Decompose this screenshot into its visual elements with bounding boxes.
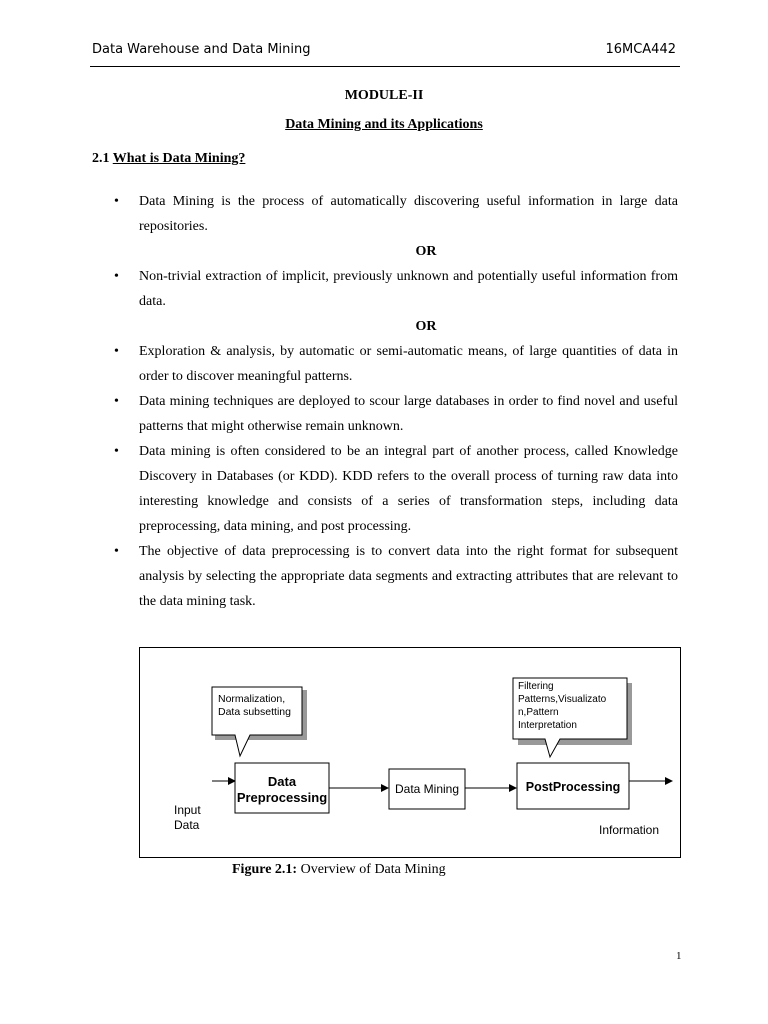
figure-caption-text: Overview of Data Mining: [297, 862, 446, 877]
section-heading: [92, 151, 245, 167]
list-item: [114, 539, 678, 614]
box-mining-label: Data Mining: [394, 782, 460, 796]
bullet-text: The objective of data preprocessing is to convert data into the right format for subsequent analysis by selecting the appropriate data segments and extracting attributes that are relevant to the data mining task.: [139, 544, 678, 609]
input-label-line-2: Data: [174, 818, 200, 832]
callout-postprocessing: [513, 678, 632, 757]
or-separator: OR: [415, 319, 437, 334]
header-course-code: 16MCA442: [605, 42, 676, 57]
bullet-icon: •: [114, 194, 119, 209]
callout-right-line-2: Patterns,Visualizato: [518, 694, 607, 705]
header-course-title: Data Warehouse and Data Mining: [92, 42, 311, 57]
callout-left-line-1: Normalization,: [218, 693, 286, 705]
callout-right-line-1: Filtering: [518, 681, 554, 692]
callout-right-line-4: Interpretation: [518, 720, 577, 731]
list-item: [114, 339, 678, 389]
diagram-canvas: [140, 648, 680, 857]
list-item: [114, 189, 678, 239]
input-label-line-1: Input: [174, 803, 201, 817]
bullet-text: Exploration & analysis, by automatic or semi-automatic means, of large quantities of data in order to discover meaningful patterns.: [139, 344, 678, 384]
bullet-text: Data mining is often considered to be an integral part of another process, called Knowledge Discovery in Databases (or KDD). KDD refers to the overall process of turning raw data into interesting knowledge and consists of a series of transformation steps, including data preprocessing, data mining, and post processing.: [139, 444, 678, 534]
box-post-label: PostProcessing: [525, 780, 621, 794]
callout-left-line-2: Data subsetting: [218, 706, 291, 718]
callout-right-line-3: n,Pattern: [518, 707, 559, 718]
bullet-icon: •: [114, 544, 119, 559]
figure-caption: [232, 862, 446, 878]
bullet-list: [114, 264, 678, 314]
section-number: 2.1: [92, 151, 113, 166]
box-preprocessing-line-2: Preprocessing: [236, 790, 328, 805]
or-separator: OR: [415, 244, 437, 259]
output-label: Information: [599, 823, 660, 837]
figure-caption-label: Figure 2.1:: [232, 862, 298, 877]
list-item: [114, 264, 678, 314]
module-subtitle: Data Mining and its Applications: [285, 117, 483, 132]
header-rule: [90, 66, 680, 67]
box-data-preprocessing: [235, 763, 329, 813]
bullet-icon: •: [114, 394, 119, 409]
bullet-icon: •: [114, 269, 119, 284]
bullet-icon: •: [114, 344, 119, 359]
list-item: [114, 389, 678, 439]
box-postprocessing: [517, 763, 629, 809]
box-preprocessing-line-1: Data: [267, 774, 297, 789]
module-title: MODULE-II: [344, 88, 424, 103]
bullet-text: Data Mining is the process of automatically discovering useful information in large data repositories.: [139, 194, 678, 234]
callout-normalization: [212, 687, 307, 756]
box-data-mining: [389, 769, 465, 809]
bullet-text: Non-trivial extraction of implicit, previously unknown and potentially useful information from data.: [139, 269, 678, 309]
list-item: [114, 439, 678, 539]
bullet-list: [114, 339, 678, 614]
body-content: [114, 189, 678, 614]
section-title: What is Data Mining?: [112, 151, 246, 166]
bullet-icon: •: [114, 444, 119, 459]
bullet-list: [114, 189, 678, 239]
bullet-text: Data mining techniques are deployed to scour large databases in order to find novel and useful patterns that might otherwise remain unknown.: [139, 394, 678, 434]
page-number: 1: [676, 950, 682, 962]
figure-overview-data-mining: [139, 647, 681, 858]
